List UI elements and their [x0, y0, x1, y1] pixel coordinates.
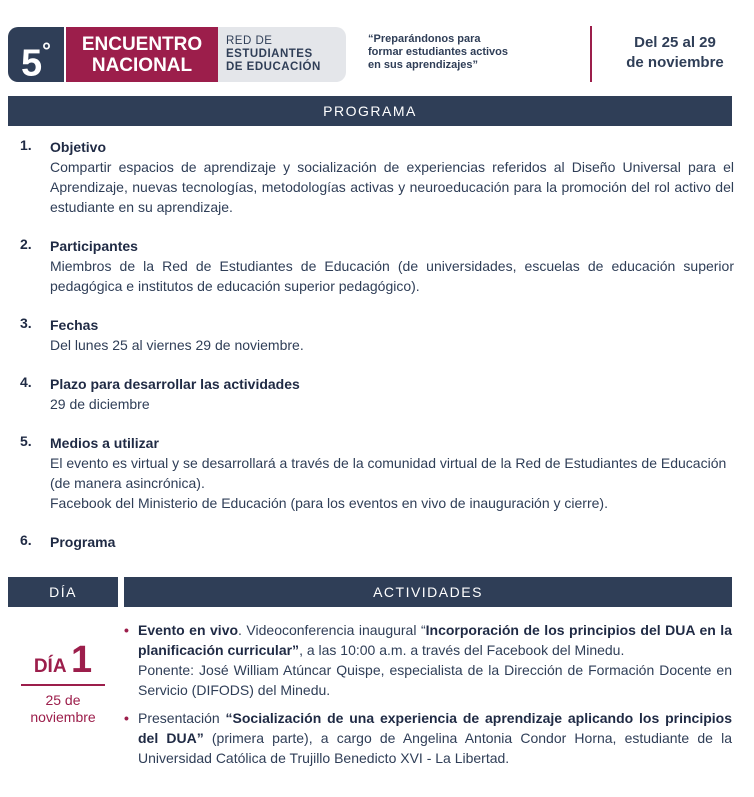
section-programa — [20, 532, 734, 552]
table-header-activities: ACTIVIDADES — [124, 577, 732, 607]
section-body: Compartir espacios de aprendizaje y socialización de experiencias referidos al Diseño Universal para el Aprendizaje, nuevas tecnologías, metodologías activas y neuroeducación para la promoción del rol activo del estudiante en su aprendizaje. — [50, 159, 734, 215]
day-cell — [8, 640, 118, 726]
activity-item: • Evento en vivo. Videoconferencia inaugural “Incorporación de los principios del DUA en la planificación curricular”, a las 10:00 a.m. a través del Facebook del Minedu. Ponente: José William Atúncar Quispe, especialista de la Dirección de Formación Docente en Servicio (DIFODS) del Minedu. — [124, 622, 732, 698]
section-participantes — [20, 236, 734, 296]
section-number: 5. — [20, 433, 32, 449]
section-fechas — [20, 315, 734, 355]
section-title: Programa — [50, 534, 116, 550]
day-date: 25 de noviembre — [30, 692, 96, 725]
logo-event-title: ENCUENTRO NACIONAL — [66, 27, 218, 82]
event-dates: Del 25 al 29 de noviembre — [626, 34, 724, 71]
section-number: 3. — [20, 315, 32, 331]
section-title: Fechas — [50, 317, 99, 333]
section-number: 1. — [20, 137, 32, 153]
section-title: Participantes — [50, 238, 138, 254]
event-header — [0, 0, 754, 92]
programa-heading: PROGRAMA — [8, 96, 732, 126]
header-divider — [590, 26, 592, 82]
section-number: 2. — [20, 236, 32, 252]
bullet-icon: • — [124, 622, 129, 638]
day-label: DÍA — [33, 656, 67, 677]
activity-speaker: Ponente: José William Atúncar Quispe, especialista de la Dirección de Formación Docente en Servicio (DIFODS) del Minedu. — [138, 662, 732, 698]
activity-item: • Presentación “Socialización de una experiencia de aprendizaje aplicando los principios del DUA” (primera parte), a cargo de Angelina Antonia Condor Horna, estudiante de la Universidad Católica de Trujillo Benedicto XVI - La Libertad. — [124, 710, 732, 766]
activities-list — [124, 620, 732, 776]
section-title: Medios a utilizar — [50, 435, 159, 451]
event-slogan: “Preparándonos para formar estudiantes activos en sus aprendizajes” — [368, 33, 508, 71]
section-medios — [20, 433, 734, 513]
section-title: Plazo para desarrollar las actividades — [50, 376, 300, 392]
day-divider — [21, 684, 105, 686]
table-header-day: DÍA — [8, 577, 118, 607]
bullet-icon: • — [124, 710, 129, 726]
section-objetivo — [20, 137, 734, 217]
section-number: 6. — [20, 532, 32, 548]
section-body: 29 de diciembre — [50, 396, 150, 412]
day-number: 1 — [71, 639, 93, 681]
logo-network-name: RED DE ESTUDIANTES DE EDUCACIÓN — [218, 27, 346, 82]
section-title: Objetivo — [50, 139, 107, 155]
section-plazo — [20, 374, 734, 414]
section-body: Miembros de la Red de Estudiantes de Educación (de universidades, escuelas de educación superior pedagógica e institutos de educación superior pedagógico). — [50, 258, 734, 294]
logo-edition-number: 5° — [8, 27, 64, 82]
program-sections — [20, 137, 734, 571]
section-body: Del lunes 25 al viernes 29 de noviembre. — [50, 337, 304, 353]
section-body: El evento es virtual y se desarrollará a través de la comunidad virtual de la Red de Estudiantes de Educación (de manera asincrónica). — [50, 455, 727, 491]
section-number: 4. — [20, 374, 32, 390]
section-body: Facebook del Ministerio de Educación (para los eventos en vivo de inauguración y cierre). — [50, 495, 608, 511]
